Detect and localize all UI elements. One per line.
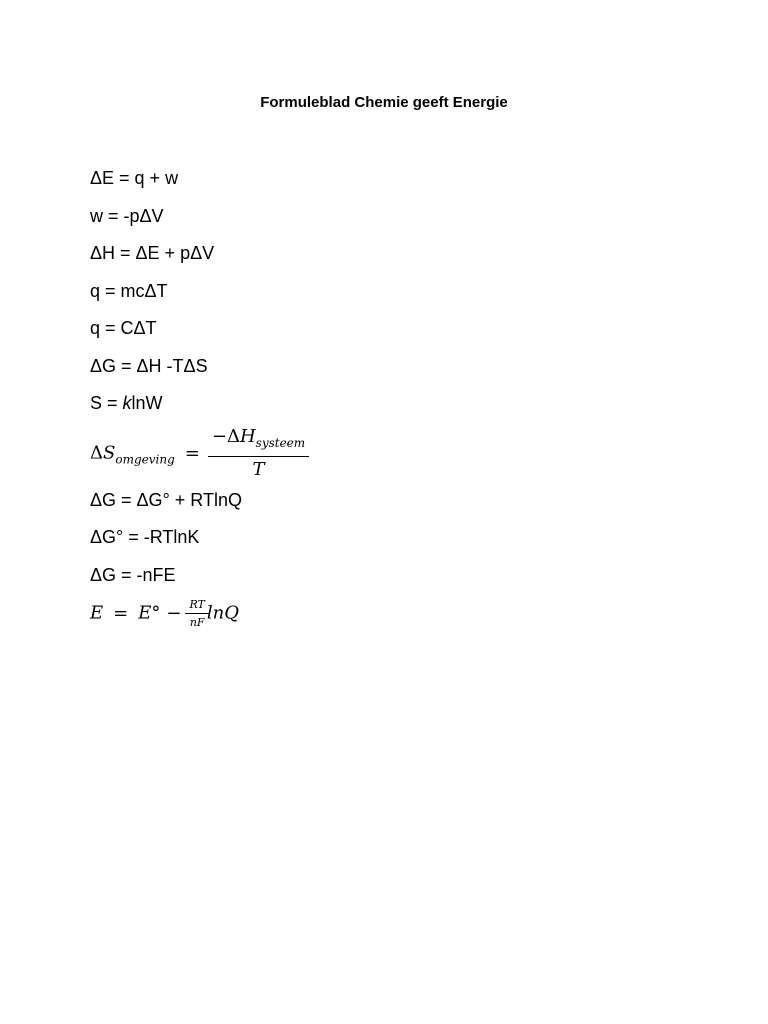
- nernst-denominator: nF: [185, 613, 208, 629]
- entropy-denominator: T: [208, 456, 309, 481]
- nernst-tail: lnQ: [206, 602, 240, 624]
- boltzmann-lhs: S =: [90, 393, 123, 413]
- formula-entropy-surroundings: [90, 426, 307, 481]
- formula-enthalpy: ΔH = ΔE + pΔV: [90, 243, 215, 263]
- nernst-equals: =: [113, 602, 129, 624]
- formula-first-law: ΔE = q + w: [90, 168, 179, 188]
- boltzmann-constant: k: [122, 393, 132, 413]
- nernst-lhs: E: [90, 602, 104, 624]
- formula-gibbs-electrochemical: ΔG = -nFE: [90, 565, 176, 585]
- formula-nernst: [90, 598, 239, 629]
- boltzmann-rhs: lnW: [131, 393, 163, 413]
- formula-work: w = -pΔV: [90, 206, 164, 226]
- numerator-prefix: −Δ: [211, 426, 240, 447]
- numerator-symbol: H: [239, 426, 256, 447]
- nernst-fraction: [187, 598, 206, 629]
- entropy-symbol: S: [103, 442, 116, 464]
- entropy-subscript: omgeving: [115, 452, 175, 467]
- formula-boltzmann-entropy: [90, 392, 163, 414]
- numerator-subscript: systeem: [255, 436, 306, 450]
- formula-heat-capacity: q = CΔT: [90, 318, 157, 338]
- entropy-numerator: [210, 426, 307, 456]
- formula-gibbs-reaction-quotient: ΔG = ΔG° + RTlnQ: [90, 490, 242, 510]
- formula-heat-mass: q = mcΔT: [90, 281, 168, 301]
- nernst-minus: −: [166, 602, 182, 624]
- page-title: Formuleblad Chemie geeft Energie: [260, 94, 508, 111]
- entropy-equals: =: [184, 442, 200, 464]
- entropy-delta: Δ: [90, 442, 103, 464]
- formula-gibbs: ΔG = ΔH -TΔS: [90, 356, 208, 376]
- nernst-numerator: RT: [189, 598, 205, 611]
- nernst-standard-potential: E°: [138, 602, 161, 624]
- entropy-fraction: [210, 426, 307, 481]
- formula-gibbs-equilibrium: ΔG° = -RTlnK: [90, 527, 200, 547]
